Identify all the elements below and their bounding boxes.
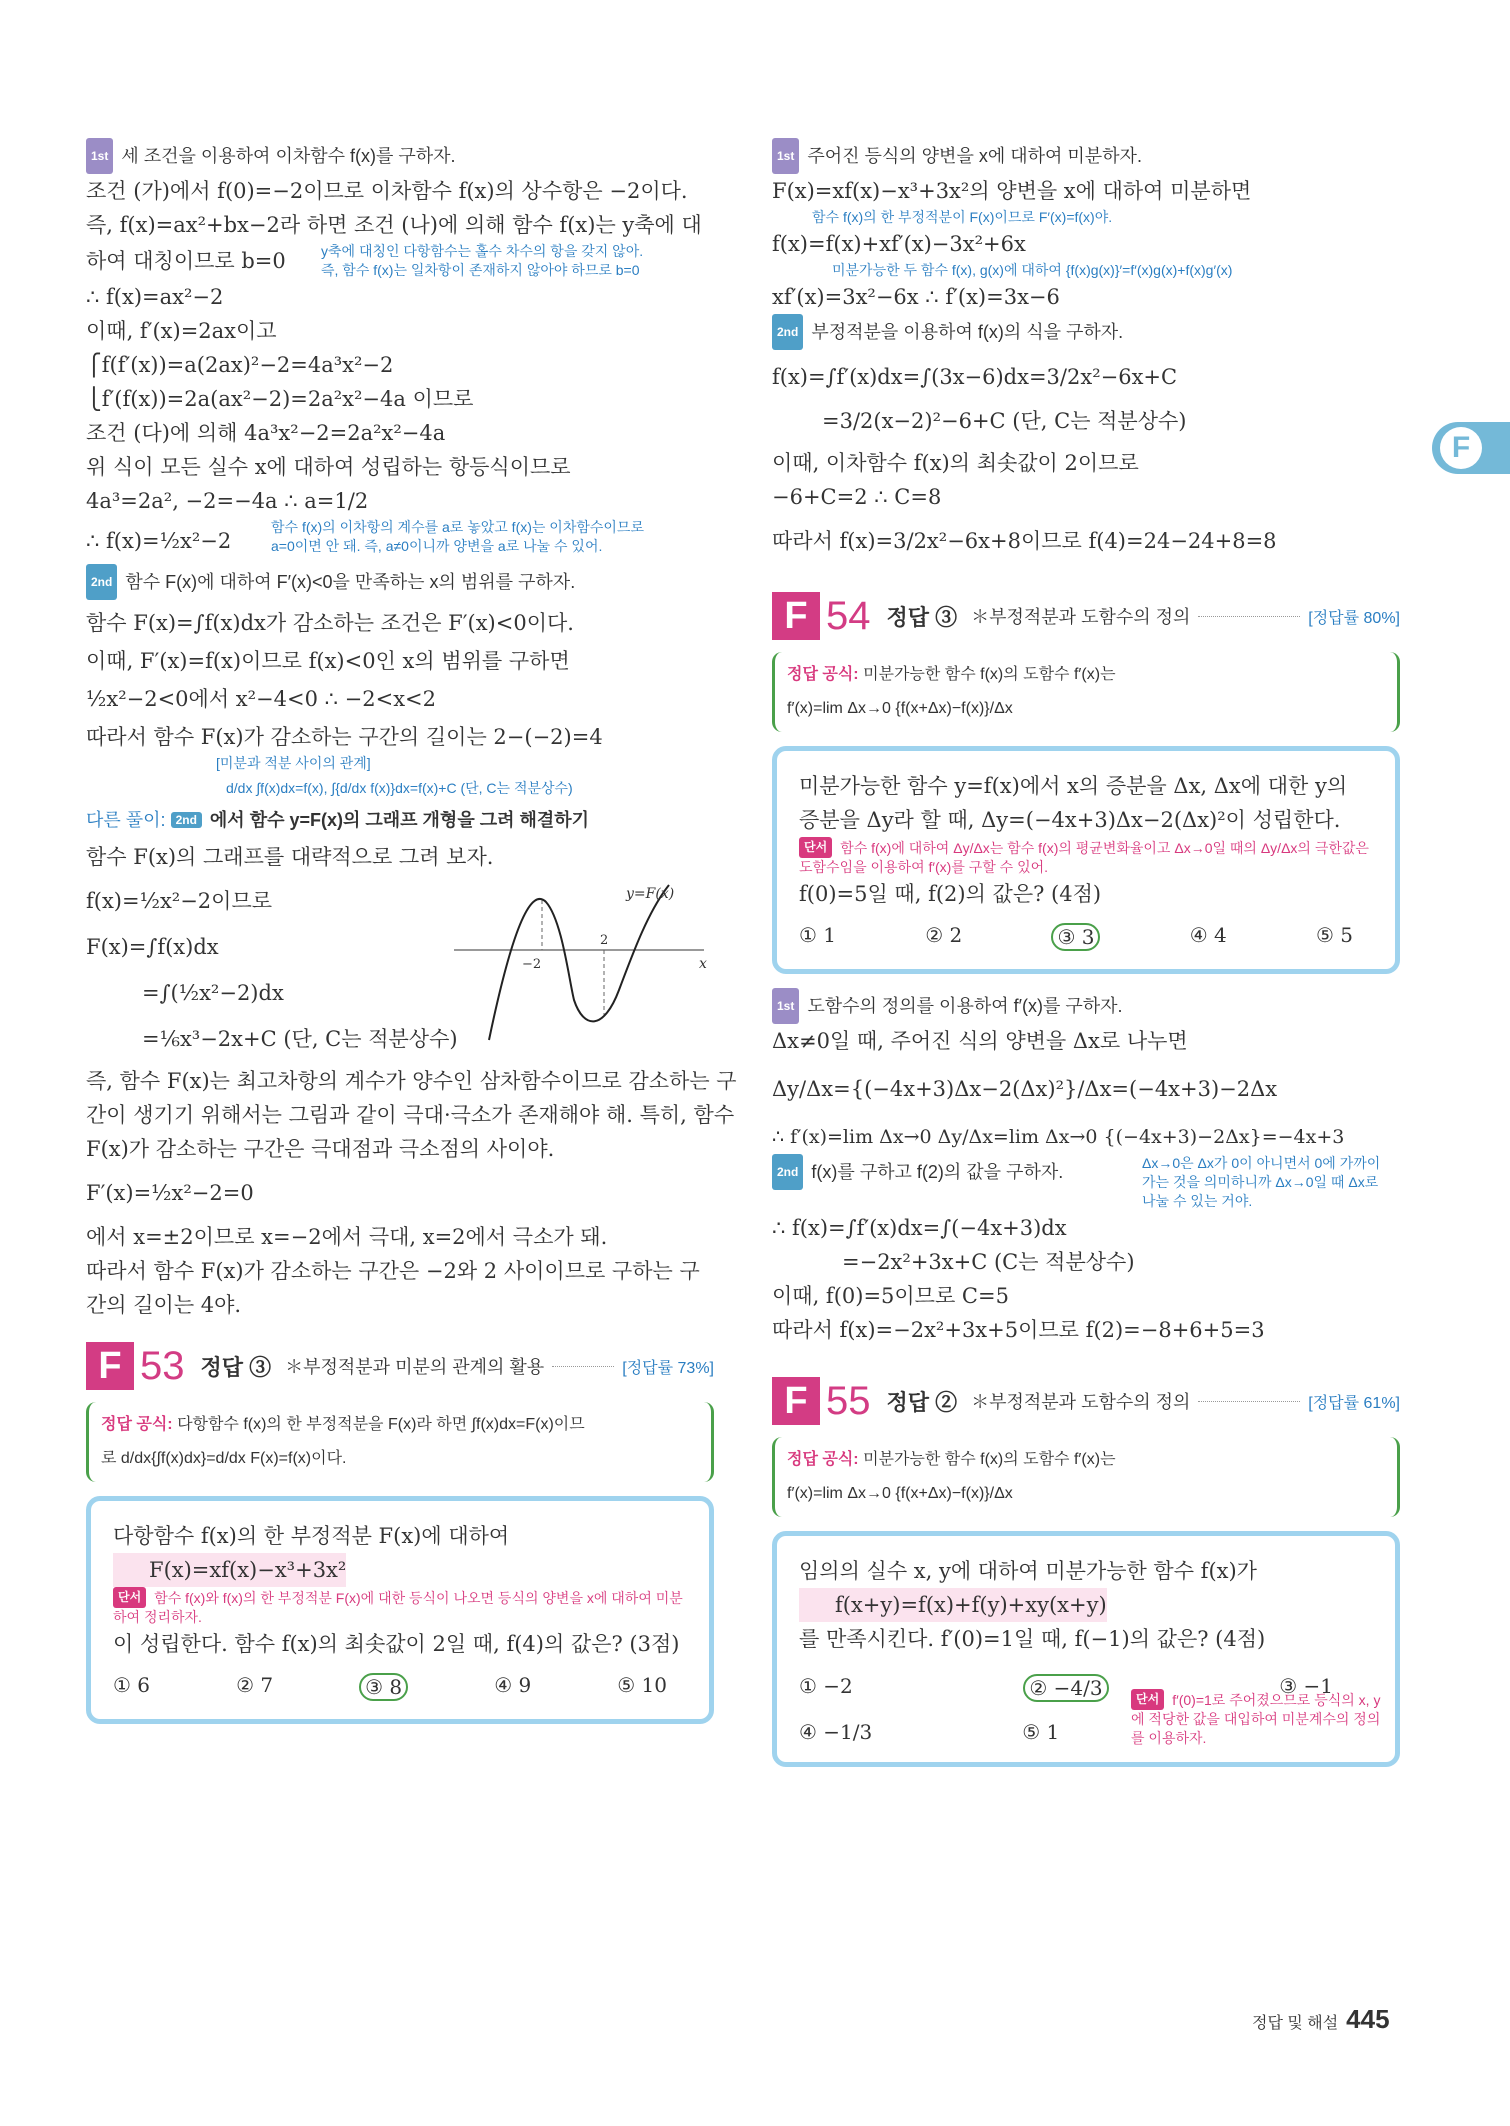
- question-line: 미분가능한 함수 y=f(x)에서 x의 증분을 Δx, Δx에 대한 y의: [799, 774, 1348, 798]
- step-1st-title: 1st 세 조건을 이용하여 이차함수 f(x)를 구하자.: [86, 138, 714, 174]
- text-line: 따라서 f(x)=3/2x²−6x+8이므로 f(4)=24−24+8=8: [772, 529, 1277, 553]
- text-line: ½x²−2<0에서 x²−4<0 ∴ −2<x<2: [86, 687, 437, 711]
- text-line: 즉, 함수 F(x)는 최고차항의 계수가 양수인 삼차함수이므로 감소하는 구: [86, 1069, 737, 1093]
- choices: [113, 1673, 687, 1701]
- text-line: 조건 (다)에 의해 4a³x²−2=2a²x²−4a: [86, 421, 446, 445]
- choice[interactable]: ① 6: [113, 1673, 151, 1697]
- note-text: a=0이면 안 돼. 즉, a≠0이니까 양변을 a로 나눌 수 있어.: [271, 538, 603, 554]
- correct-rate: [정답률 61%]: [1308, 1394, 1400, 1412]
- text-line: ∴ f′(x)=lim Δx→0 Δy/Δx=lim Δx→0 {(−4x+3)−2Δx}=−4x+3: [772, 1126, 1345, 1148]
- choice[interactable]: ④ −1/3: [799, 1720, 873, 1744]
- note-box: [271, 518, 644, 556]
- text-line: F(x)가 감소하는 구간은 극대점과 극소점의 사이야.: [86, 1137, 555, 1161]
- note-text: y축에 대칭인 다항함수는 홀수 차수의 항을 갖지 않아.: [321, 243, 644, 259]
- question-line: 임의의 실수 x, y에 대하여 미분가능한 함수 f(x)가: [799, 1559, 1257, 1583]
- page-footer: [1252, 2004, 1390, 2035]
- step-2nd-title: 2nd f(x)를 구하고 f(2)의 값을 구하자.: [772, 1154, 1142, 1190]
- dotted-leader: [552, 1366, 614, 1367]
- text-line: 즉, f(x)=ax²+bx−2라 하면 조건 (나)에 의해 함수 f(x)는 y축에 대: [86, 213, 702, 237]
- question-line: 이 성립한다. 함수 f(x)의 최솟값이 2일 때, f(4)의 값은? (3점): [113, 1632, 680, 1656]
- answer: 정답 ③: [200, 1354, 272, 1380]
- right-column: [772, 138, 1400, 1781]
- choice[interactable]: ⑤ 10: [617, 1673, 667, 1697]
- text-line: Δy/Δx={(−4x+3)Δx−2(Δx)²}/Δx=(−4x+3)−2Δx: [772, 1077, 1278, 1101]
- formula-line: 정답 공식: 다항함수 f(x)의 한 부정적분을 F(x)라 하면 ∫f(x)dx=F(x)이므: [101, 1416, 585, 1433]
- choice-correct[interactable]: ③ 8: [359, 1673, 408, 1701]
- text-line: 함수 F(x)=∫f(x)dx가 감소하는 조건은 F′(x)<0이다.: [86, 611, 574, 635]
- step-2nd-title: 2nd 부정적분을 이용하여 f(x)의 식을 구하자.: [772, 314, 1400, 350]
- choice[interactable]: ① −2: [799, 1674, 853, 1698]
- question-line: f(0)=5일 때, f(2)의 값은? (4점): [799, 882, 1102, 906]
- correct-rate: [정답률 73%]: [622, 1359, 714, 1377]
- choice[interactable]: ② 7: [236, 1673, 274, 1697]
- choice-correct[interactable]: ③ 3: [1051, 923, 1100, 951]
- choice[interactable]: ② 2: [925, 923, 963, 947]
- text-line: F(x)=∫f(x)dx: [86, 935, 219, 959]
- graph-label: y=F(x): [626, 886, 675, 902]
- step-tag: 2nd: [772, 1154, 803, 1190]
- hint: 단서 함수 f(x)에 대하여 Δy/Δx는 함수 f(x)의 평균변화율이고 Δx→0일 때의 Δy/Δx의 극한값은 도함수임을 이용하여 f′(x)를 구할 수 있어.: [799, 837, 1373, 877]
- problem-55-header: [772, 1375, 1400, 1427]
- note-text: 함수 f(x)의 이차항의 계수를 a로 놓았고 f(x)는 이차함수이므로: [271, 519, 644, 535]
- text-line: 이때, 이차함수 f(x)의 최솟값이 2이므로: [772, 451, 1139, 475]
- text-line: 이때, F′(x)=f(x)이므로 f(x)<0인 x의 범위를 구하면: [86, 649, 570, 673]
- dotted-leader: [1198, 616, 1300, 617]
- choice[interactable]: ③ −1: [1279, 1674, 1333, 1698]
- chapter-box: F: [772, 592, 820, 640]
- step-1st-title: 1st 도함수의 정의를 이용하여 f′(x)를 구하자.: [772, 988, 1400, 1024]
- problem-number: 53: [140, 1343, 185, 1388]
- question-line: 다항함수 f(x)의 한 부정적분 F(x)에 대하여: [113, 1524, 510, 1548]
- formula-box: [86, 1402, 714, 1482]
- left-column: [86, 138, 737, 1738]
- hint-tag: 단서: [113, 1587, 146, 1608]
- page-number: 445: [1346, 2004, 1390, 2034]
- text-line: 따라서 함수 F(x)가 감소하는 구간의 길이는 2−(−2)=4: [86, 725, 603, 749]
- problem-53-header: [86, 1340, 714, 1392]
- problem-number: 55: [826, 1378, 871, 1423]
- answer: 정답 ②: [886, 1389, 958, 1415]
- choice[interactable]: ① 1: [799, 923, 837, 947]
- text-line: 따라서 f(x)=−2x²+3x+5이므로 f(2)=−8+6+5=3: [772, 1318, 1265, 1342]
- choice[interactable]: ④ 4: [1189, 923, 1227, 947]
- text-line: ∴ f(x)=½x²−2: [86, 529, 232, 553]
- choice-correct[interactable]: ② −4/3: [1023, 1674, 1108, 1702]
- formula-line: f′(x)=lim Δx→0 {f(x+Δx)−f(x)}/Δx: [787, 700, 1013, 717]
- problem-number: 54: [826, 593, 871, 638]
- line-with-note: [772, 1154, 1400, 1211]
- note-text: 함수 f(x)의 한 부정적분이 F(x)이므로 F′(x)=f(x)야.: [812, 209, 1113, 225]
- text-line: =⅙x³−2x+C (단, C는 적분상수): [142, 1027, 458, 1051]
- step-tag: 1st: [86, 138, 113, 174]
- dotted-leader: [1198, 1401, 1300, 1402]
- graph-tick-m2: −2: [522, 957, 542, 972]
- text-line: 조건 (가)에서 f(0)=−2이므로 이차함수 f(x)의 상수항은 −2이다.: [86, 179, 688, 203]
- formula-line: f′(x)=lim Δx→0 {f(x+Δx)−f(x)}/Δx: [787, 1485, 1013, 1502]
- hint: 단서 f′(0)=1로 주어졌으므로 등식의 x, y에 적당한 값을 대입하여 미분계수의 정의를 이용하자.: [1131, 1689, 1381, 1748]
- note-text: 즉, 함수 f(x)는 일차항이 존재하지 않아야 하므로 b=0: [321, 262, 640, 278]
- choices: [799, 923, 1373, 951]
- text-line: ∴ f(x)=∫f′(x)dx=∫(−4x+3)dx: [772, 1216, 1067, 1240]
- text-line: −6+C=2 ∴ C=8: [772, 485, 942, 509]
- choice[interactable]: ⑤ 1: [1022, 1720, 1060, 1744]
- text-line: 이때, f(0)=5이므로 C=5: [772, 1284, 1009, 1308]
- text-line: 4a³=2a², −2=−4a ∴ a=1/2: [86, 489, 369, 513]
- text-line: 함수 F(x)의 그래프를 대략적으로 그려 보자.: [86, 845, 494, 869]
- problem-54-box: [772, 746, 1400, 974]
- question-equation: F(x)=xf(x)−x³+3x²: [113, 1553, 346, 1587]
- topic: ＊부정적분과 미분의 관계의 활용: [285, 1357, 545, 1377]
- problem-54-header: [772, 590, 1400, 642]
- formula-box: [772, 652, 1400, 732]
- text-line: F(x)=xf(x)−x³+3x²의 양변을 x에 대하여 미분하면: [772, 179, 1252, 203]
- text-line: Δx≠0일 때, 주어진 식의 양변을 Δx로 나누면: [772, 1029, 1188, 1053]
- step-tag: 2nd: [772, 314, 803, 350]
- text-line: f(x)=∫f′(x)dx=∫(3x−6)dx=3/2x²−6x+C: [772, 365, 1178, 389]
- correct-rate: [정답률 80%]: [1308, 609, 1400, 627]
- question-line: 를 만족시킨다. f′(0)=1일 때, f(−1)의 값은? (4점): [799, 1627, 1266, 1651]
- step-tag: 2nd: [171, 812, 202, 828]
- text-line: 간이 생기기 위해서는 그림과 같이 극대·극소가 존재해야 해. 특히, 함수: [86, 1103, 735, 1127]
- chapter-box: F: [772, 1377, 820, 1425]
- chapter-tab: [1432, 422, 1510, 474]
- step-tag: 1st: [772, 138, 799, 174]
- text-line: 하여 대칭이므로 b=0: [86, 249, 286, 273]
- text-line: ∴ f(x)=ax²−2: [86, 285, 224, 309]
- chapter-letter: F: [1440, 427, 1482, 469]
- note-box: [321, 242, 643, 280]
- text-line: 에서 x=±2이므로 x=−2에서 극대, x=2에서 극소가 돼.: [86, 1225, 608, 1249]
- footer-label: 정답 및 해설: [1252, 2015, 1339, 2032]
- formula-line: 로 d/dx{∫f(x)dx}=d/dx F(x)=f(x)이다.: [101, 1450, 347, 1467]
- graph-x-label: x: [699, 956, 707, 972]
- question-equation: f(x+y)=f(x)+f(y)+xy(x+y): [799, 1588, 1107, 1622]
- text-line: =∫(½x²−2)dx: [142, 981, 284, 1005]
- note-text: d/dx ∫f(x)dx=f(x), ∫{d/dx f(x)}dx=f(x)+C (단, C는 적분상수): [226, 780, 573, 796]
- note-text: 미분가능한 두 함수 f(x), g(x)에 대하여 {f(x)g(x)}′=f′(x)g(x)+f(x)g′(x): [832, 262, 1233, 278]
- step-1st-title: 1st 주어진 등식의 양변을 x에 대하여 미분하자.: [772, 138, 1400, 174]
- topic: ＊부정적분과 도함수의 정의: [971, 607, 1191, 627]
- answer: 정답 ③: [886, 604, 958, 630]
- chapter-box: F: [86, 1342, 134, 1390]
- step-2nd-title: 2nd 함수 F(x)에 대하여 F′(x)<0을 만족하는 x의 범위를 구하자.: [86, 564, 714, 600]
- formula-line: 정답 공식: 미분가능한 함수 f(x)의 도함수 f′(x)는: [787, 1451, 1116, 1468]
- hint-tag: 단서: [799, 837, 832, 858]
- step-tag: 2nd: [86, 564, 117, 600]
- problem-53-box: [86, 1496, 714, 1724]
- text-line: 위 식이 모든 실수 x에 대하여 성립하는 항등식이므로: [86, 455, 571, 479]
- text-line: 이때, f′(x)=2ax이고: [86, 319, 277, 343]
- hint-tag: 단서: [1131, 1689, 1164, 1710]
- text-line: xf′(x)=3x²−6x ∴ f′(x)=3x−6: [772, 285, 1060, 309]
- text-line: =−2x²+3x+C (C는 적분상수): [842, 1250, 1135, 1274]
- formula-line: 정답 공식: 미분가능한 함수 f(x)의 도함수 f′(x)는: [787, 666, 1116, 683]
- choice[interactable]: ⑤ 5: [1315, 923, 1353, 947]
- alt-solution: [86, 840, 737, 1322]
- text-line: =3/2(x−2)²−6+C (단, C는 적분상수): [822, 409, 1187, 433]
- note-text: Δx→0은 Δx가 0이 아니면서 0에 가까이 가는 것을 의미하니까 Δx→0일 때 Δx로 나눌 수 있는 거야.: [1142, 1155, 1381, 1209]
- hint: 단서 함수 f(x)와 f(x)의 한 부정적분 F(x)에 대한 등식이 나오면 등식의 양변을 x에 대하여 미분하여 정리하자.: [113, 1587, 687, 1627]
- problem-55-box: [772, 1531, 1400, 1767]
- text-line: F′(x)=½x²−2=0: [86, 1181, 254, 1205]
- line-with-note: [86, 242, 714, 280]
- text-line: f(x)=½x²−2이므로: [86, 889, 273, 913]
- line-with-note: [86, 518, 714, 558]
- topic: ＊부정적분과 도함수의 정의: [971, 1392, 1191, 1412]
- text-line: 간의 길이는 4야.: [86, 1293, 242, 1317]
- text-line: f(x)=f(x)+xf′(x)−3x²+6x: [772, 232, 1026, 256]
- step-tag: 1st: [772, 988, 799, 1024]
- question-line: 증분을 Δy라 할 때, Δy=(−4x+3)Δx−2(Δx)²이 성립한다.: [799, 808, 1341, 832]
- text-line: ⎧f(f′(x))=a(2ax)²−2=4a³x²−2: [86, 353, 394, 377]
- graph-tick-2: 2: [600, 933, 609, 948]
- text-line: ⎩f′(f(x))=2a(ax²−2)=2a²x²−4a 이므로: [86, 387, 474, 411]
- choice[interactable]: ④ 9: [494, 1673, 532, 1697]
- cubic-graph: [454, 880, 714, 1050]
- alt-solution-title: 다른 풀이: 2nd 에서 함수 y=F(x)의 그래프 개형을 그려 해결하기: [86, 810, 590, 830]
- note-text: [미분과 적분 사이의 관계]: [216, 755, 371, 771]
- formula-box: [772, 1437, 1400, 1517]
- text-line: 따라서 함수 F(x)가 감소하는 구간은 −2와 2 사이이므로 구하는 구: [86, 1259, 700, 1283]
